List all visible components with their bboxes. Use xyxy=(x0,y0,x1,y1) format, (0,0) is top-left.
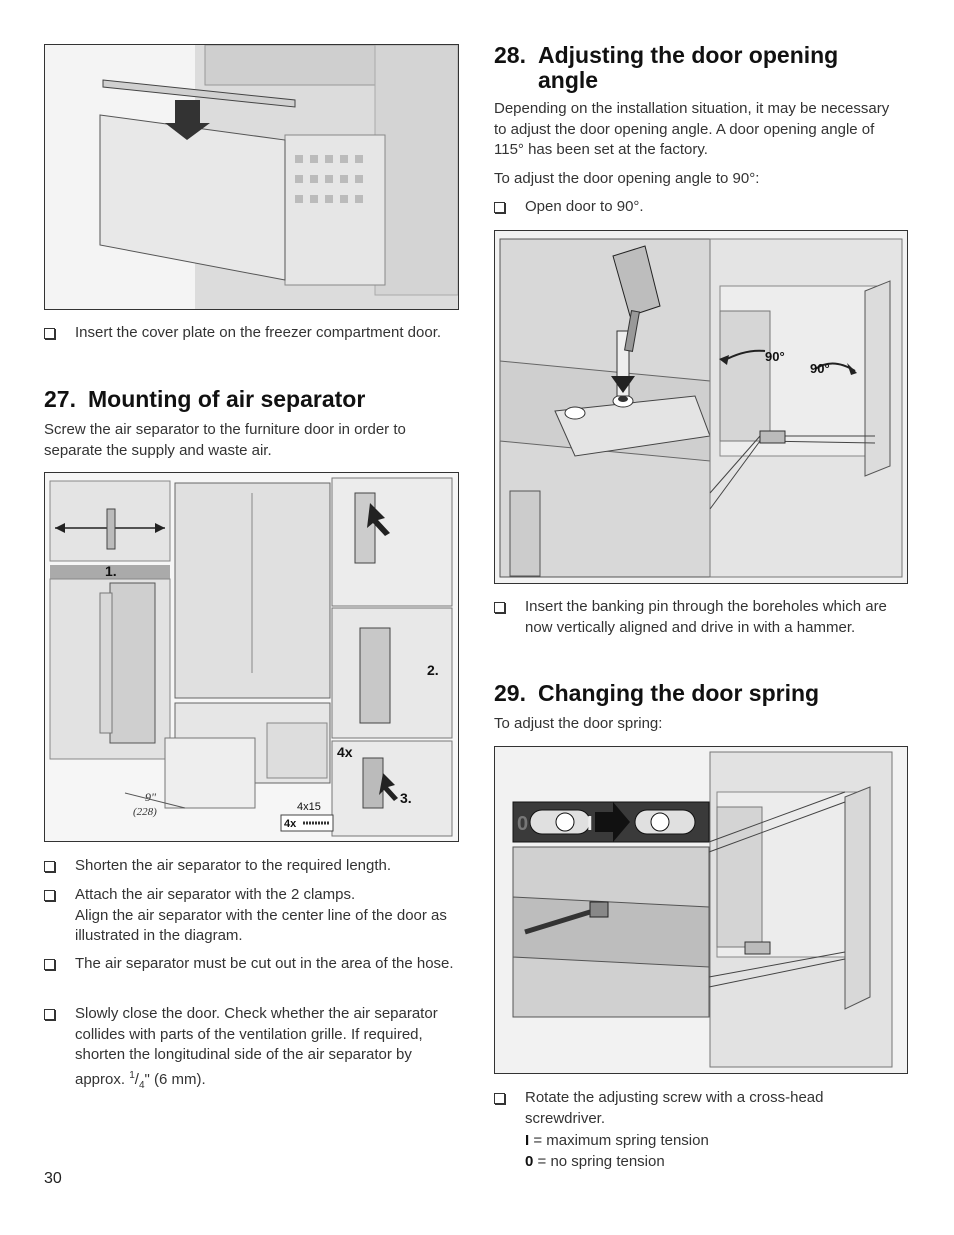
section-number: 28. xyxy=(494,42,526,68)
screw-quantity-label: 4x xyxy=(284,818,297,830)
fraction-denominator: 4 xyxy=(138,1079,145,1091)
legend-key: 0 xyxy=(525,1153,534,1170)
checkbox-bullet-icon xyxy=(494,202,505,213)
section-28-para2: To adjust the door opening angle to 90°: xyxy=(494,170,760,187)
section-27-heading xyxy=(44,387,365,412)
figure-door-spring xyxy=(494,746,908,1074)
spring-zero-label: 0 xyxy=(517,813,529,835)
section-title: Changing the door spring xyxy=(538,680,820,706)
fraction-numerator: 1 xyxy=(129,1069,135,1081)
bullet-text: Shorten the air separator to the required length. xyxy=(75,857,392,874)
step-3-label: 3. xyxy=(400,790,412,806)
checkbox-bullet-icon xyxy=(44,959,55,970)
section-number: 27. xyxy=(44,386,76,412)
section-title: Adjusting the door opening xyxy=(538,42,839,68)
bullet-text: Rotate the adjusting screw with a cross-head screwdriver. xyxy=(525,1089,824,1127)
section-28-heading xyxy=(494,43,914,93)
screw-size-label: 4x15 xyxy=(297,801,321,813)
bullet-text xyxy=(75,885,455,947)
section-title: Mounting of air separator xyxy=(88,386,366,412)
page-number: 30 xyxy=(44,1170,62,1187)
bullet-text: Open door to 90°. xyxy=(525,198,644,215)
bullet-line: Attach the air separator with the 2 clamps. xyxy=(75,886,356,903)
checkbox-bullet-icon xyxy=(44,1009,55,1020)
section-29-para1: To adjust the door spring: xyxy=(494,715,663,732)
step-2-label: 2. xyxy=(427,662,439,678)
step-1-label: 1. xyxy=(105,563,117,579)
spring-one-label: I xyxy=(587,813,593,835)
bullet-text: The air separator must be cut out in the area of the hose. xyxy=(75,955,454,972)
section-29-heading xyxy=(494,681,914,706)
dimension-mm: (228) xyxy=(133,806,157,818)
figure-cover-plate xyxy=(44,44,459,310)
bullet-suffix: " (6 mm). xyxy=(144,1070,206,1088)
figure-air-separator xyxy=(44,472,459,842)
legend-key: I xyxy=(525,1132,530,1149)
bullet-text: Insert the banking pin through the boreholes which are now vertically aligned and drive in with a hammer. xyxy=(525,598,887,636)
checkbox-bullet-icon xyxy=(44,890,55,901)
dimension-inches: 9" xyxy=(145,790,157,804)
quantity-4x-label: 4x xyxy=(337,744,353,760)
legend-max-tension xyxy=(525,1131,895,1152)
section-number: 29. xyxy=(494,680,526,706)
bullet-body: Slowly close the door. Check whether the air separator collides with parts of the ventilation grille. If required, shorten the longitudinal side of the air separator by approx. xyxy=(75,1005,438,1088)
legend-text: = no spring tension xyxy=(533,1153,665,1170)
door-angle-illustration xyxy=(495,231,907,583)
section-28-para1: Depending on the installation situation, it may be necessary to adjust the door opening angle. A door opening angle of 115° has been set at the factory. xyxy=(494,100,890,158)
checkbox-bullet-icon xyxy=(494,602,505,613)
angle-label-right: 90° xyxy=(810,361,830,376)
bullet-text: Slowly close the door. Check whether the air separator collides with parts of the ventilation grille. If required, shorten the longitudinal side of the air separator by approx. $^1/_4$" (6 mm). xyxy=(75,1005,438,1091)
bullet-text: Insert the cover plate on the freezer compartment door. xyxy=(75,324,442,341)
checkbox-bullet-icon xyxy=(44,861,55,872)
figure-door-angle xyxy=(494,230,908,584)
checkbox-bullet-icon xyxy=(44,328,55,339)
air-separator-illustration xyxy=(45,473,458,841)
angle-label-left: 90° xyxy=(765,349,785,364)
checkbox-bullet-icon xyxy=(494,1093,505,1104)
cover-plate-illustration xyxy=(45,45,458,309)
bullet-line: Align the air separator with the center line of the door as illustrated in the diagram. xyxy=(75,906,447,944)
section-27-intro: Screw the air separator to the furniture door in order to separate the supply and waste air. xyxy=(44,421,406,459)
door-spring-illustration xyxy=(495,747,907,1073)
legend-no-tension xyxy=(525,1152,895,1173)
legend-text: = maximum spring tension xyxy=(529,1132,709,1149)
section-title-cont: angle xyxy=(538,67,599,93)
